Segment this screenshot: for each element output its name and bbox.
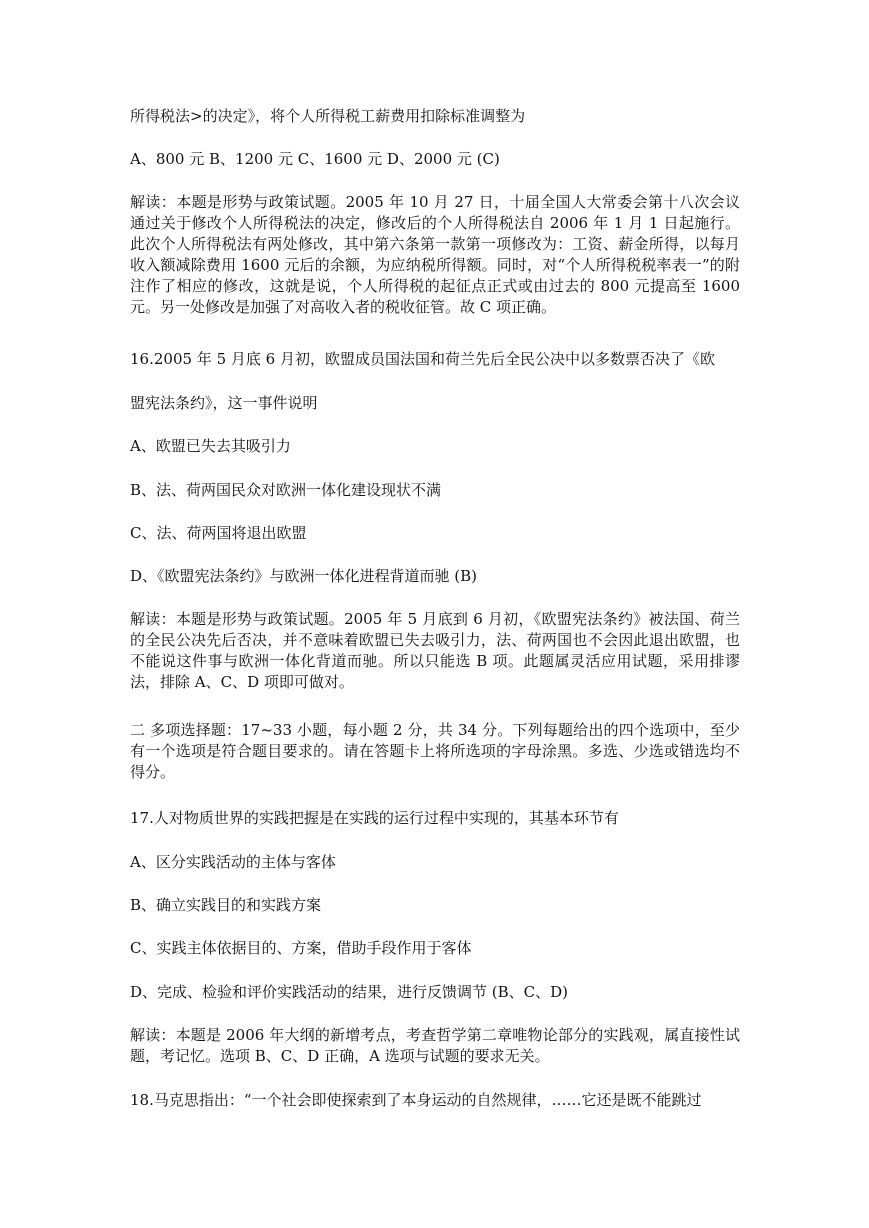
q17-explanation: 解读：本题是 2006 年大纲的新增考点，考查哲学第二章唯物论部分的实践观，属直接性试题，考记忆。选项 B、C、D 正确，A 选项与试题的要求无关。 bbox=[130, 1026, 740, 1065]
q15-options: A、800 元 B、1200 元 C、1600 元 D、2000 元 (C) bbox=[130, 150, 500, 168]
q18-stem-start: 18.马克思指出：“一个社会即使探索到了本身运动的自然规律，……它还是既不能跳过 bbox=[130, 1091, 702, 1109]
q16-option-a: A、欧盟已失去其吸引力 bbox=[130, 437, 291, 455]
q16-stem-line-2: 盟宪法条约》，这一事件说明 bbox=[130, 394, 318, 412]
q17-option-a: A、区分实践活动的主体与客体 bbox=[130, 853, 336, 871]
q16-option-d: D、《欧盟宪法条约》与欧洲一体化进程背道而驰 (B) bbox=[130, 567, 478, 585]
q17-option-d: D、完成、检验和评价实践活动的结果，进行反馈调节 (B、C、D) bbox=[130, 983, 569, 1001]
q16-explanation: 解读：本题是形势与政策试题。2005 年 5 月底到 6 月初，《欧盟宪法条约》被法国、荷兰的全民公决先后否决，并不意味着欧盟已失去吸引力，法、荷两国也不会因此退出欧盟，也不能说这件事与欧洲一体化背道而驰。所以只能选 B 项。此题属灵活应用试题，采用排谬法，排除 A、C、D 项即可做对。 bbox=[130, 610, 740, 691]
q16-option-c: C、法、荷两国将退出欧盟 bbox=[130, 524, 307, 542]
q15-explanation: 解读：本题是形势与政策试题。2005 年 10 月 27 日，十届全国人大常委会第十八次会议通过关于修改个人所得税法的决定，修改后的个人所得税法自 2006 年 1 月 1 日起施行。此次个人所得税法有两处修改，其中第六条第一款第一项修改为：工资、薪金所得，以每月收入额减除费用 1600 元后的余额，为应纳税所得额。同时，对“个人所得税税率表一”的附注作了相应的修改，这就是说，个人所得税的起征点正式或由过去的 800 元提高至 1600 元。另一处修改是加强了对高收入者的税收征管。故 C 项正确。 bbox=[130, 193, 740, 316]
section-2-header: 二 多项选择题：17~33 小题，每小题 2 分，共 34 分。下列每题给出的四个选项中，至少有一个选项是符合题目要求的。请在答题卡上将所选项的字母涂黑。多选、少选或错选均不得分。 bbox=[130, 721, 740, 781]
q16-stem-line-1: 16.2005 年 5 月底 6 月初，欧盟成员国法国和荷兰先后全民公决中以多数票否决了《欧 bbox=[130, 350, 715, 368]
q15-stem-end: 所得税法>的决定》，将个人所得税工薪费用扣除标准调整为 bbox=[130, 107, 526, 125]
q17-stem: 17.人对物质世界的实践把握是在实践的运行过程中实现的，其基本环节有 bbox=[130, 809, 619, 827]
q17-option-c: C、实践主体依据目的、方案，借助手段作用于客体 bbox=[130, 939, 472, 957]
q16-option-b: B、法、荷两国民众对欧洲一体化建设现状不满 bbox=[130, 481, 442, 499]
q17-option-b: B、确立实践目的和实践方案 bbox=[130, 896, 322, 914]
